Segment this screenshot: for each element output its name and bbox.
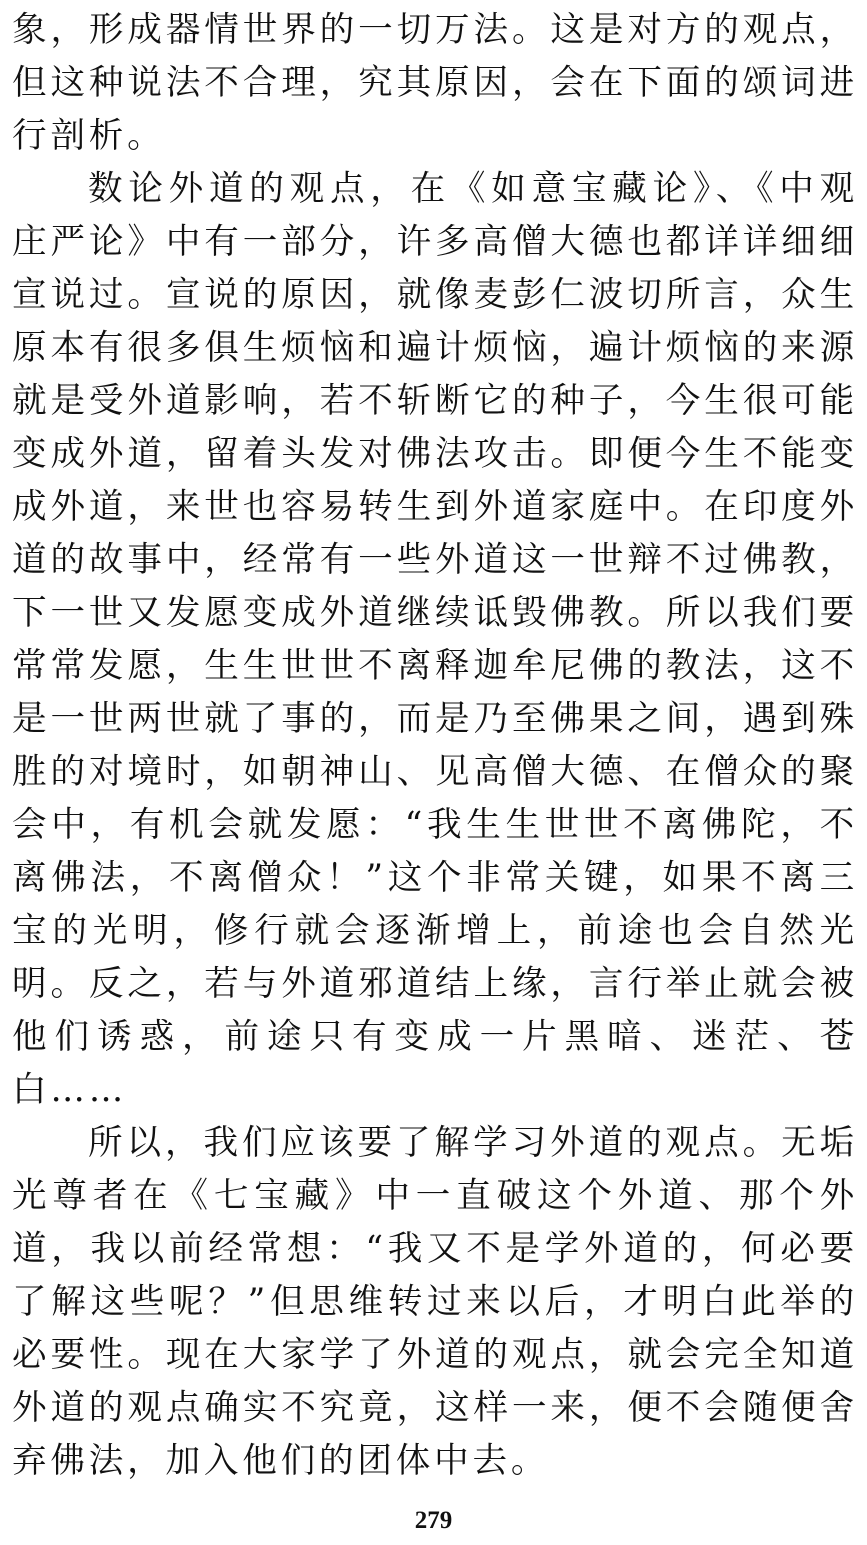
page-body [12,4,858,1488]
page-number: 279 [414,1507,453,1534]
paragraph-3: 所以，我们应该要了解学习外道的观点。无垢光尊者在《七宝藏》中一直破这个外道、那个外道，我以前经常想：“我又不是学外道的，何必要了解这些呢？”但思维转过来以后，才明白此举的必要性。现在大家学了外道的观点，就会完全知道外道的观点确实不究竟，这样一来，便不会随便舍弃佛法，加入他们的团体中去。 [12,1123,858,1481]
paragraph-1: 象，形成器情世界的一切万法。这是对方的观点，但这种说法不合理，究其原因，会在下面的颂词进行剖析。 [12,10,858,156]
paragraph-2: 数论外道的观点，在《如意宝藏论》、《中观庄严论》中有一部分，许多高僧大德也都详详细细宣说过。宣说的原因，就像麦彭仁波切所言，众生原本有很多俱生烦恼和遍计烦恼，遍计烦恼的来源就是受外道影响，若不斩断它的种子，今生很可能变成外道，留着头发对佛法攻击。即便今生不能变成外道，来世也容易转生到外道家庭中。在印度外道的故事中，经常有一些外道这一世辩不过佛教，下一世又发愿变成外道继续诋毁佛教。所以我们要常常发愿，生生世世不离释迦牟尼佛的教法，这不是一世两世就了事的，而是乃至佛果之间，遇到殊胜的对境时，如朝神山、见高僧大德、在僧众的聚会中，有机会就发愿：“我生生世世不离佛陀，不离佛法，不离僧众！”这个非常关键，如果不离三宝的光明，修行就会逐渐增上，前途也会自然光明。反之，若与外道邪道结上缘，言行举止就会被他们诱惑，前途只有变成一片黑暗、迷茫、苍白…… [12,169,858,1110]
